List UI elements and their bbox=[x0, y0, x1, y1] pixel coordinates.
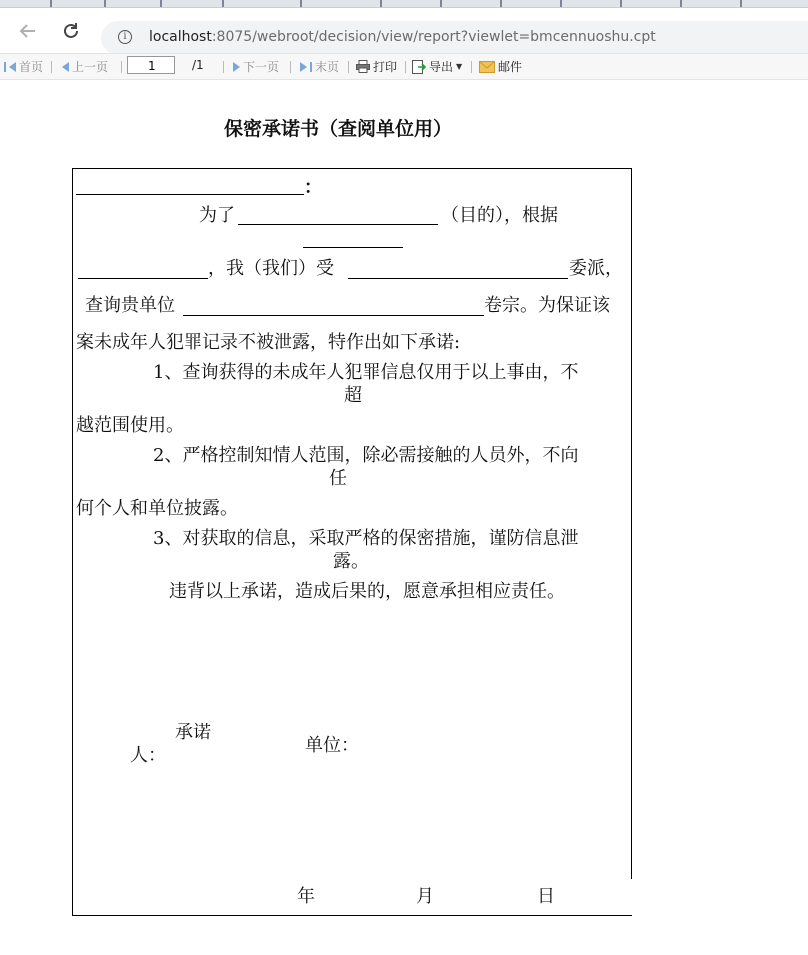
pledge-item-1-cont: 越范围使用。 bbox=[76, 415, 184, 436]
document-frame-bottom bbox=[72, 915, 632, 916]
last-page-button[interactable] bbox=[300, 58, 339, 75]
url-path: :8075/webroot/decision/view/report?viewlet=bmcennuoshu.cpt bbox=[211, 29, 656, 45]
date-year: 年 bbox=[297, 886, 315, 907]
printer-icon bbox=[356, 60, 370, 73]
export-icon bbox=[412, 60, 426, 74]
promisor-label: 承诺 bbox=[175, 722, 211, 743]
mail-icon bbox=[479, 61, 495, 73]
back-arrow-icon bbox=[18, 21, 38, 41]
back-button[interactable] bbox=[15, 18, 41, 44]
export-button[interactable] bbox=[412, 58, 462, 75]
first-page-button[interactable] bbox=[4, 58, 43, 75]
print-label: 打印 bbox=[373, 60, 398, 74]
chevron-down-icon: ▼ bbox=[456, 62, 463, 71]
pledge-item-2: 2、严格控制知情人范围，除必需接触的人员外，不向 bbox=[153, 445, 579, 466]
dossier-blank bbox=[183, 315, 484, 316]
reload-button[interactable] bbox=[58, 18, 84, 44]
date-day: 日 bbox=[537, 886, 555, 907]
pledge-item-3-wrap: 露。 bbox=[333, 551, 369, 572]
page-total: /1 bbox=[192, 58, 204, 72]
purpose-suffix: （目的），根据 bbox=[441, 205, 558, 226]
document-title: 保密承诺书（查阅单位用） bbox=[224, 118, 453, 140]
pledge-item-2-cont: 何个人和单位披露。 bbox=[76, 498, 238, 519]
entrusted-text: ，我（我们）受 bbox=[208, 258, 334, 279]
entrusted-by-blank bbox=[78, 278, 208, 279]
first-page-label: 首页 bbox=[19, 60, 44, 74]
delegated-suffix: 委派， bbox=[569, 258, 623, 279]
last-page-icon bbox=[300, 62, 307, 72]
prev-page-label: 上一页 bbox=[72, 60, 109, 74]
prev-page-button[interactable] bbox=[62, 58, 108, 75]
addressee-colon: ： bbox=[304, 177, 322, 198]
basis-blank bbox=[303, 247, 403, 248]
pledge-item-3: 3、对获取的信息，采取严格的保密措施，谨防信息泄 bbox=[153, 528, 579, 549]
report-toolbar bbox=[0, 53, 808, 80]
print-button[interactable] bbox=[356, 58, 397, 75]
next-page-button[interactable] bbox=[233, 58, 279, 75]
document-frame-right bbox=[631, 168, 632, 879]
purpose-prefix: 为了 bbox=[199, 205, 235, 226]
delegator-blank bbox=[348, 278, 568, 279]
query-prefix: 查询贵单位 bbox=[85, 295, 175, 316]
next-page-icon bbox=[233, 62, 240, 72]
url-field[interactable] bbox=[101, 21, 808, 55]
query-suffix: 卷宗。为保证该 bbox=[484, 295, 610, 316]
next-page-label: 下一页 bbox=[243, 60, 280, 74]
address-bar-row bbox=[0, 8, 808, 52]
pledge-item-2-wrap: 任 bbox=[329, 468, 347, 489]
pledge-item-1: 1、查询获得的未成年人犯罪信息仅用于以上事由，不 bbox=[153, 362, 579, 383]
purpose-blank bbox=[238, 224, 438, 225]
date-month: 月 bbox=[416, 886, 434, 907]
unit-label: 单位： bbox=[305, 735, 359, 756]
url-host: localhost bbox=[149, 29, 212, 45]
first-page-icon bbox=[4, 62, 6, 72]
addressee-blank bbox=[76, 194, 304, 195]
mail-label: 邮件 bbox=[498, 60, 523, 74]
page-number-input[interactable]: 1 bbox=[127, 56, 175, 74]
browser-tab-strip bbox=[0, 0, 808, 8]
mail-button[interactable] bbox=[479, 58, 522, 75]
reload-icon bbox=[61, 21, 81, 41]
promisor-label-wrap: 人： bbox=[130, 745, 166, 766]
info-icon[interactable]: i bbox=[118, 30, 132, 44]
closing-statement: 违背以上承诺，造成后果的，愿意承担相应责任。 bbox=[169, 581, 565, 602]
pledge-intro: 案未成年人犯罪记录不被泄露，特作出如下承诺: bbox=[76, 332, 461, 353]
export-label: 导出 bbox=[429, 60, 454, 74]
pledge-item-1-wrap: 超 bbox=[344, 385, 362, 406]
last-page-label: 末页 bbox=[315, 60, 340, 74]
prev-page-icon bbox=[62, 62, 69, 72]
